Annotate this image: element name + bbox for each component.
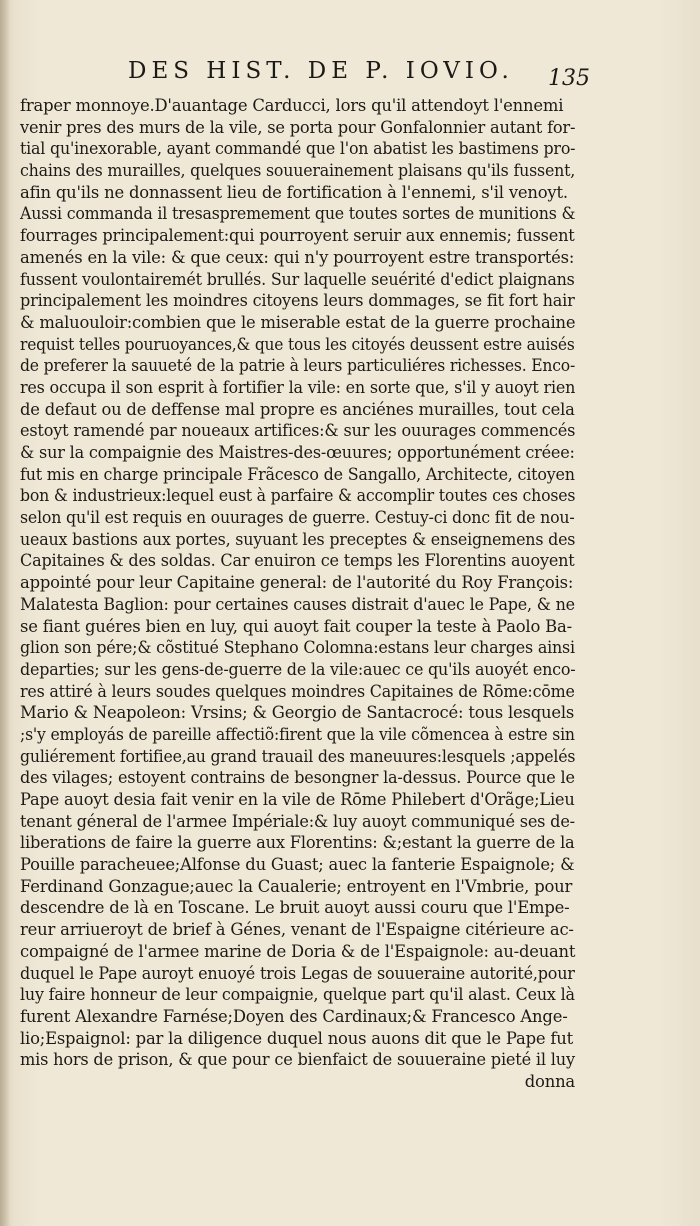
text-line: fut mis en charge principale Frãcesco de Sangallo, Architecte, citoyen [20, 464, 575, 484]
text-line: & sur la compaignie des Maistres-des-œuures; opportunément créee: [20, 443, 575, 462]
text-line: Aussi commanda il tresaspremement que toutes sortes de munitions & [20, 204, 576, 224]
text-line: tial qu'inexorable, ayant commandé que l'on abatist les bastimens pro- [20, 139, 576, 159]
text-line: descendre de là en Toscane. Le bruit auoyt aussi couru que l'Empe- [20, 898, 570, 918]
text-line: res occupa il son esprit à fortifier la vile: en sorte que, s'il y auoyt rien [20, 377, 576, 397]
text-line: chains des murailles, quelques souuerainement plaisans qu'ils fussent, [20, 161, 576, 181]
text-line: se fiant guéres bien en luy, qui auoyt fait couper la teste à Paolo Ba- [20, 616, 572, 636]
text-line: tenant géneral de l'armee Impériale:& luy auoyt communiqué ses de- [20, 811, 575, 831]
text-line: estoyt ramendé par noueaux artifices:& sur les ouurages commencés [20, 421, 576, 441]
text-line: ;s'y employás de pareille affectiõ:firent que la vile cõmencea à estre sin [20, 724, 575, 744]
text-line: Ferdinand Gonzague;auec la Caualerie; entroyent en l'Vmbrie, pour [20, 876, 573, 896]
page-number: 135 [548, 66, 590, 91]
text-line: furent Alexandre Farnése;Doyen des Cardinaux;& Francesco Ange- [20, 1006, 568, 1026]
text-line: Pouille paracheuee;Alfonse du Guast; auec la fanterie Espaignole; & [20, 855, 575, 875]
text-line: de preferer la sauueté de la patrie à leurs particuliéres richesses. Enco- [20, 356, 576, 376]
text-line: guliérement fortifiee,au grand trauail des maneuures:lesquels ;appelés [20, 746, 576, 766]
text-line: glion son pére;& cõstitué Stephano Colomna:estans leur charges ainsi [20, 638, 575, 658]
text-line: duquel le Pape auroyt enuoyé trois Legas de souueraine autorité,pour [20, 963, 575, 983]
catchword: donna [524, 1071, 575, 1091]
text-line: luy faire honneur de leur compaignie, quelque part qu'il alast. Ceux là [20, 985, 575, 1005]
text-line: lio;Espaignol: par la diligence duquel nous auons dit que le Pape fut [20, 1028, 573, 1048]
text-line: Mario & Neapoleon: Vrsins; & Georgio de Santacrocé: tous lesquels [20, 703, 575, 723]
text-line: selon qu'il est requis en ouurages de guerre. Cestuy-ci donc fit de nou- [20, 508, 575, 528]
text-line: liberations de faire la guerre aux Florentins: &;estant la guerre de la [20, 833, 575, 853]
text-line: fussent voulontairemét brullés. Sur laquelle seuérité d'edict plaignans [20, 269, 575, 289]
text-line: requist telles pouruoyances,& que tous les citoyés deussent estre auisés [20, 334, 575, 354]
text-line: Pape auoyt desia fait venir en la vile de Rōme Philebert d'Orãge;Lieu [20, 790, 575, 809]
text-line: res attiré à leurs soudes quelques moindres Capitaines de Rōme:cōme [20, 681, 575, 701]
body-text [20, 95, 575, 1093]
text-line: bon & industrieux:lequel eust à parfaire & accomplir toutes ces choses [20, 486, 576, 506]
text-line: departies; sur les gens-de-guerre de la vile:auec ce qu'ils auoyét enco- [20, 659, 576, 679]
text-line: venir pres des murs de la vile, se porta pour Gonfalonnier autant for- [20, 117, 576, 137]
text-line: afin qu'ils ne donnassent lieu de fortification à l'ennemi, s'il venoyt. [20, 182, 568, 202]
text-line: & maluouloir:combien que le miserable estat de la guerre prochaine [20, 312, 576, 332]
text-line: fourrages principalement:qui pourroyent seruir aux ennemis; fussent [20, 226, 575, 246]
text-line: Malatesta Baglion: pour certaines causes distrait d'auec le Pape, & ne [20, 594, 575, 614]
text-line: des vilages; estoyent contrains de besongner la-dessus. Pource que le [20, 768, 575, 788]
text-line: principalement les moindres citoyens leurs dommages, se fit fort hair [20, 291, 575, 311]
text-line: fraper monnoye.D'auantage Carducci, lors qu'il attendoyt l'ennemi [20, 96, 564, 115]
gutter-shadow [0, 0, 10, 1226]
text-line: de defaut ou de deffense mal propre es anciénes murailles, tout cela [20, 399, 575, 419]
text-line: reur arriueroyt de brief à Génes, venant de l'Espaigne citérieure ac- [20, 920, 574, 940]
text-line: ueaux bastions aux portes, suyuant les preceptes & enseignemens des [20, 529, 576, 549]
text-line: mis hors de prison, & que pour ce bienfaict de souueraine pieté il luy [20, 1050, 575, 1070]
text-line: amenés en la vile: & que ceux: qui n'y pourroyent estre transportés: [20, 247, 575, 267]
text-line: Capitaines & des soldas. Car enuiron ce temps les Florentins auoyent [20, 551, 575, 571]
text-line: appointé pour leur Capitaine general: de l'autorité du Roy François: [20, 573, 574, 593]
running-head: DES HIST. DE P. IOVIO. [128, 58, 514, 84]
text-line: compaigné de l'armee marine de Doria & de l'Espaignole: au-deuant [20, 941, 576, 961]
